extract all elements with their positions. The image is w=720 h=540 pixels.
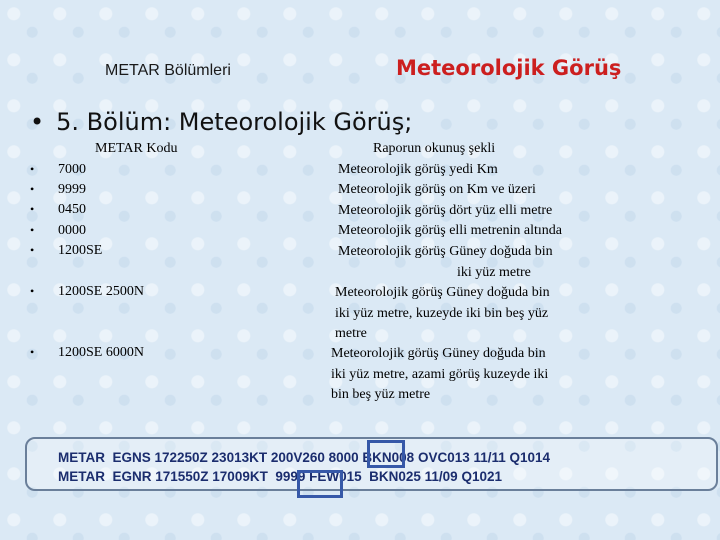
bullet-icon: • xyxy=(30,284,35,298)
bullet-icon: • xyxy=(30,223,35,237)
reading-column-header: Raporun okunuş şekli xyxy=(373,141,496,156)
bullet-icon: • xyxy=(30,345,35,359)
code-value: 9999 xyxy=(58,182,86,197)
metar-example-2: METAR EGNR 171550Z 17009KT 9999 FEW015 BKN025 11/09 Q1021 xyxy=(58,469,502,484)
visibility-highlight-2 xyxy=(297,470,343,498)
code-value: 7000 xyxy=(58,162,86,177)
reading-text: Meteorolojik görüş elli metrenin altında xyxy=(338,223,562,238)
reading-text: Meteorolojik görüş Güney doğuda bin iki yüz metre xyxy=(338,244,553,280)
section-title: METAR Bölümleri xyxy=(105,62,231,79)
reading-text: Meteorolojik görüş dört yüz elli metre xyxy=(338,203,553,218)
bullet-icon: • xyxy=(30,108,45,136)
bullet-icon: • xyxy=(30,202,35,216)
code-value: 1200SE 6000N xyxy=(58,345,144,360)
code-value: 1200SE xyxy=(58,243,103,258)
bullet-icon: • xyxy=(30,182,35,196)
bullet-icon: • xyxy=(30,162,35,176)
reading-text: Meteorolojik görüş on Km ve üzeri xyxy=(338,182,536,197)
main-bullet xyxy=(30,108,412,136)
code-column-header: METAR Kodu xyxy=(95,141,178,156)
code-value: 0000 xyxy=(58,223,86,238)
visibility-highlight-1 xyxy=(367,440,405,468)
reading-text: Meteorolojik görüş Güney doğuda bin iki yüz metre, azami görüş kuzeyde iki bin beş yüz metre xyxy=(331,346,549,402)
slide-title: Meteorolojik Görüş xyxy=(396,56,622,80)
main-bullet-text: 5. Bölüm: Meteorolojik Görüş; xyxy=(56,108,413,136)
bullet-icon: • xyxy=(30,243,35,257)
code-value: 0450 xyxy=(58,202,86,217)
reading-text: Meteorolojik görüş Güney doğuda bin iki yüz metre, kuzeyde iki bin beş yüz metre xyxy=(335,285,550,341)
reading-text: Meteorolojik görüş yedi Km xyxy=(338,162,498,177)
code-value: 1200SE 2500N xyxy=(58,284,144,299)
metar-example-1: METAR EGNS 172250Z 23013KT 200V260 8000 BKN008 OVC013 11/11 Q1014 xyxy=(58,450,551,465)
